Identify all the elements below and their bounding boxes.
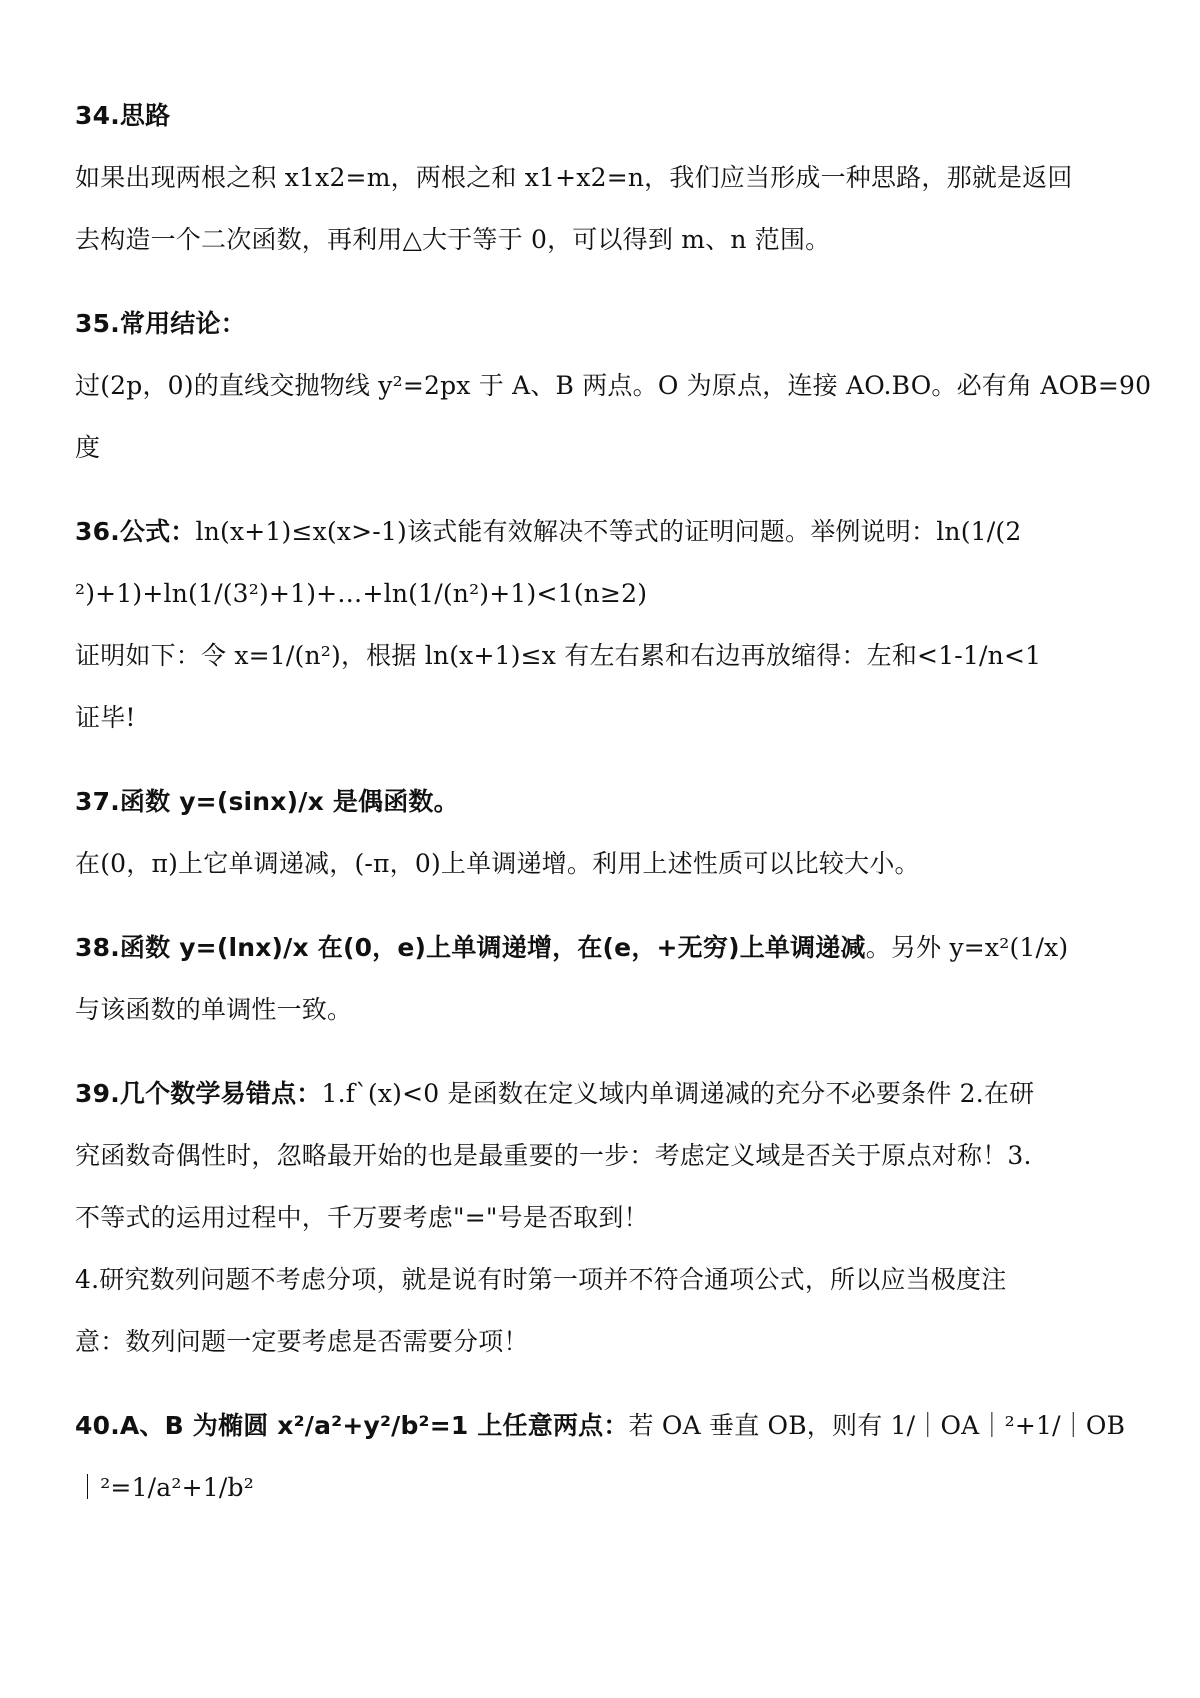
item-text: ln(x+1)≤x(x>-1)该式能有效解决不等式的证明问题。举例说明：ln(1/(2 — [195, 517, 1022, 546]
item-line — [75, 1395, 1135, 1457]
item-line — [75, 417, 1135, 479]
item-text: 度 — [75, 433, 101, 462]
item-line — [75, 85, 1135, 147]
item-line — [75, 625, 1135, 687]
item-line — [75, 833, 1135, 895]
item-text: 在(0，π)上它单调递减，(-π，0)上单调递增。利用上述性质可以比较大小。 — [75, 849, 920, 878]
item-line — [75, 1125, 1135, 1187]
item-38 — [75, 917, 1135, 1041]
item-text: 证明如下：令 x=1/(n²)，根据 ln(x+1)≤x 有左右累和右边再放缩得：左和<1-1/n<1 — [75, 641, 1042, 670]
item-text: ｜²=1/a²+1/b² — [75, 1473, 254, 1502]
item-text: 若 OA 垂直 OB，则有 1/｜OA｜²+1/｜OB — [628, 1411, 1126, 1440]
item-37 — [75, 771, 1135, 895]
item-line — [75, 1249, 1135, 1311]
item-text: 。另外 y=x²(1/x) — [865, 933, 1069, 962]
item-text: 不等式的运用过程中，千万要考虑"="号是否取到！ — [75, 1203, 649, 1232]
item-text: 4.研究数列问题不考虑分项，就是说有时第一项并不符合通项公式，所以应当极度注 — [75, 1265, 1007, 1294]
item-line — [75, 771, 1135, 833]
item-line — [75, 355, 1152, 417]
item-line — [75, 293, 1135, 355]
item-heading: 37.函数 y=(sinx)/x 是偶函数。 — [75, 787, 459, 816]
item-heading: 38.函数 y=(lnx)/x 在(0，e)上单调递增，在(e，+无穷)上单调递减 — [75, 933, 866, 962]
item-heading: 40.A、B 为椭圆 x²/a²+y²/b²=1 上任意两点： — [75, 1411, 629, 1440]
item-line — [75, 209, 1135, 271]
item-line — [75, 147, 1135, 209]
item-text: 意：数列问题一定要考虑是否需要分项！ — [75, 1327, 529, 1356]
item-line — [75, 563, 1135, 625]
item-heading: 36.公式： — [75, 517, 196, 546]
item-text: 过(2p，0)的直线交抛物线 y²=2px 于 A、B 两点。O 为原点，连接 AO.BO。必有角 AOB=90 — [75, 371, 1152, 400]
item-heading: 35.常用结论： — [75, 309, 246, 338]
item-text: ²)+1)+ln(1/(3²)+1)+…+ln(1/(n²)+1)<1(n≥2) — [75, 579, 648, 608]
item-40 — [75, 1395, 1135, 1519]
item-text: 1.f`(x)<0 是函数在定义域内单调递减的充分不必要条件 2.在研 — [321, 1079, 1035, 1108]
item-35 — [75, 293, 1152, 479]
item-line — [75, 1063, 1135, 1125]
item-heading: 39.几个数学易错点： — [75, 1079, 322, 1108]
item-34 — [75, 85, 1135, 271]
document-page — [75, 85, 1152, 1541]
item-text: 究函数奇偶性时，忽略最开始的也是最重要的一步：考虑定义域是否关于原点对称！3. — [75, 1141, 1032, 1170]
item-line — [75, 1457, 1135, 1519]
item-39 — [75, 1063, 1135, 1373]
item-line — [75, 979, 1135, 1041]
item-text: 证毕! — [75, 703, 136, 732]
item-line — [75, 917, 1135, 979]
item-text: 如果出现两根之积 x1x2=m，两根之和 x1+x2=n，我们应当形成一种思路，那就是返回 — [75, 163, 1073, 192]
item-36 — [75, 501, 1135, 749]
item-heading: 34.思路 — [75, 101, 171, 130]
item-text: 与该函数的单调性一致。 — [75, 995, 353, 1024]
item-text: 去构造一个二次函数，再利用△大于等于 0，可以得到 m、n 范围。 — [75, 225, 831, 254]
item-line — [75, 1187, 1135, 1249]
item-line — [75, 687, 1135, 749]
item-line — [75, 501, 1135, 563]
item-line — [75, 1311, 1135, 1373]
